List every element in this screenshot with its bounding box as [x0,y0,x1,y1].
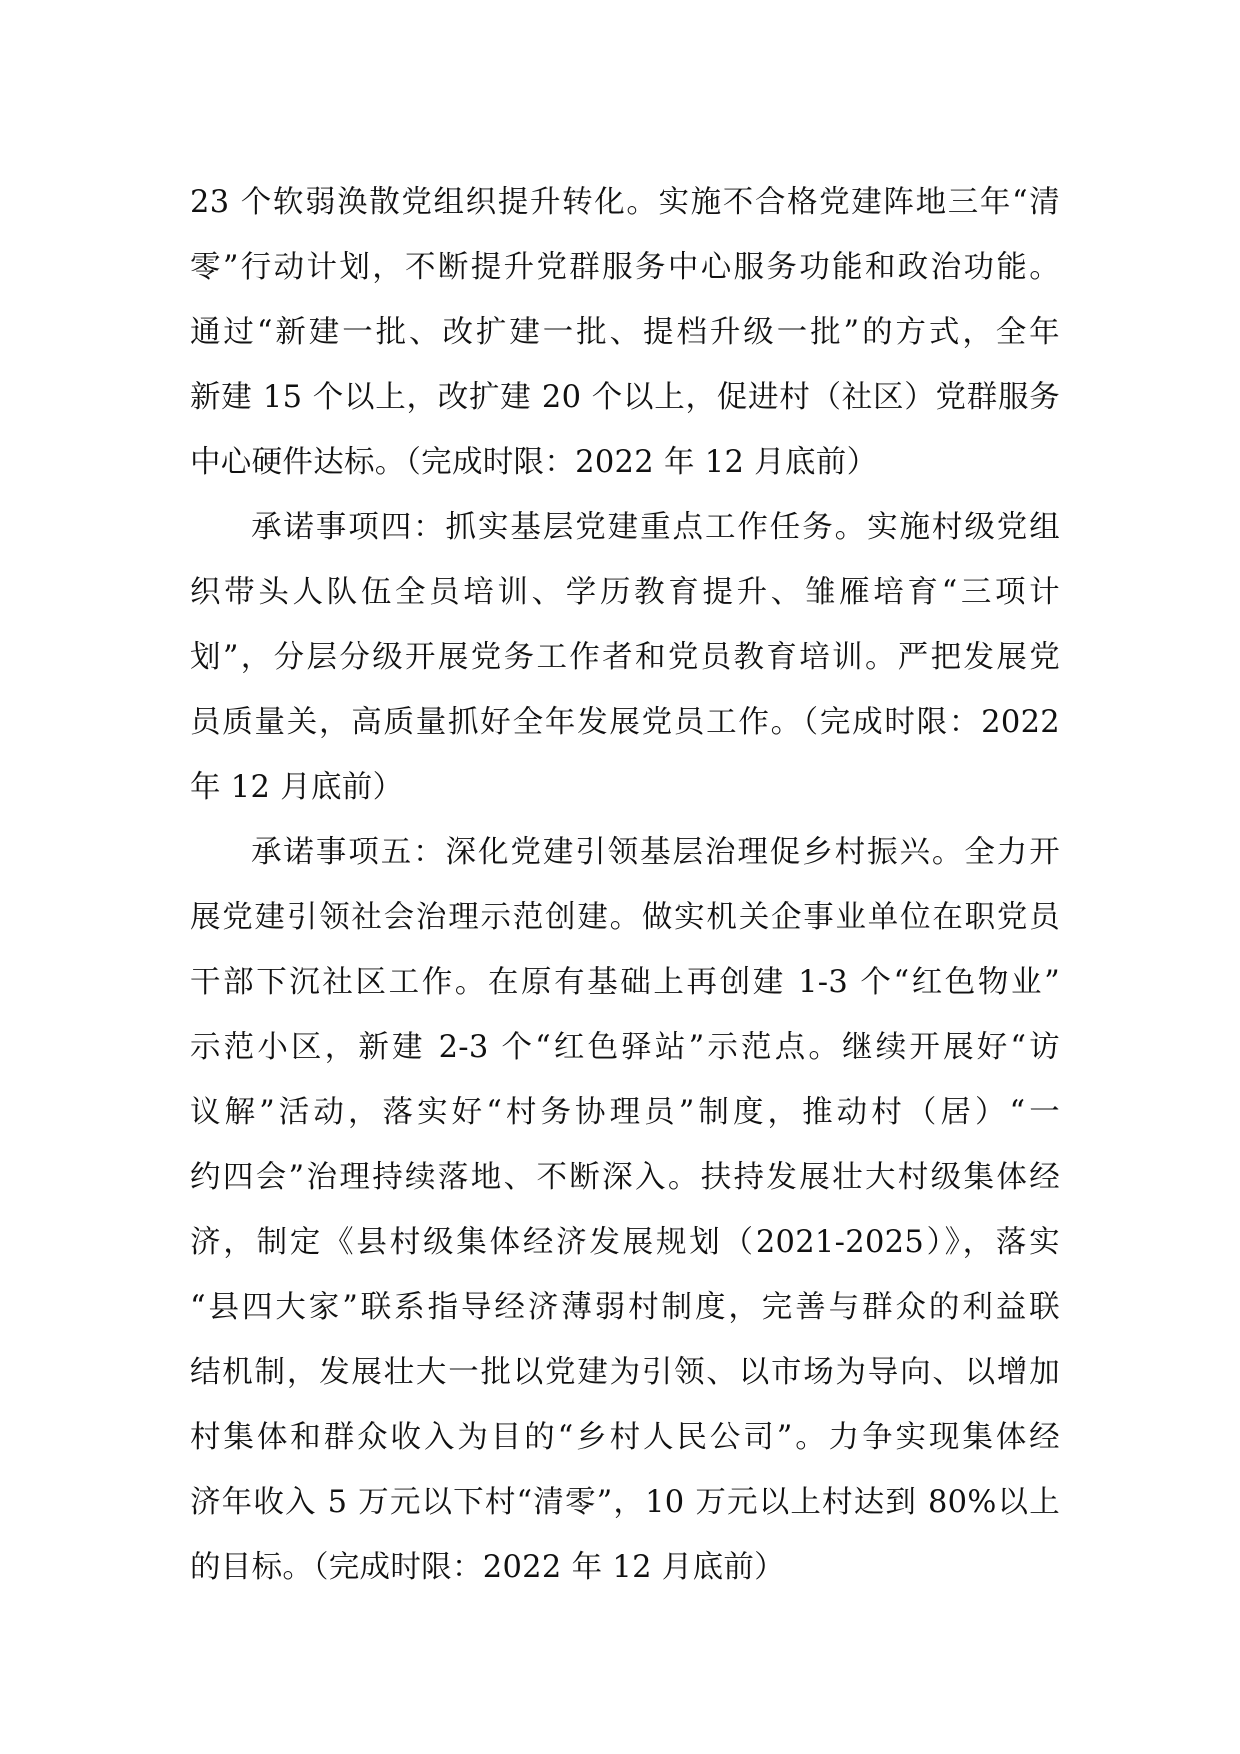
text-line: 展党建引领社会治理示范创建。做实机关企事业单位在职党员 [190,900,1060,935]
text-line: 干部下沉社区工作。在原有基础上再创建 1-3 个“红色物业” [190,965,1060,1000]
text-line: 23 个软弱涣散党组织提升转化。实施不合格党建阵地三年“清 [190,185,1060,220]
text-line: 济，制定《县村级集体经济发展规划（2021-2025）》，落实 [190,1225,1060,1260]
text-line: 零”行动计划，不断提升党群服务中心服务功能和政治功能。 [190,250,1060,285]
text-line: 济年收入 5 万元以下村“清零”，10 万元以上村达到 80%以上 [190,1485,1060,1520]
text-line: 的目标。（完成时限：2022 年 12 月底前） [190,1550,785,1585]
text-line: 示范小区，新建 2-3 个“红色驿站”示范点。继续开展好“访 [190,1030,1060,1065]
text-line: 议解”活动，落实好“村务协理员”制度，推动村（居）“一 [190,1095,1060,1130]
text-line: 划”，分层分级开展党务工作者和党员教育培训。严把发展党 [190,640,1060,675]
text-line: 中心硬件达标。（完成时限：2022 年 12 月底前） [190,445,878,480]
text-line: 年 12 月底前） [190,770,404,805]
text-line: 承诺事项四：抓实基层党建重点工作任务。实施村级党组 [251,510,1060,545]
paragraph-commitment-4 [190,495,1060,820]
text-line: 员质量关，高质量抓好全年发展党员工作。（完成时限：2022 [190,705,1060,740]
text-line: 织带头人队伍全员培训、学历教育提升、雏雁培育“三项计 [190,575,1060,610]
paragraph-commitment-5 [190,820,1060,1600]
document-body [190,170,1060,1600]
paragraph-continuation [190,170,1060,495]
text-line: 结机制，发展壮大一批以党建为引领、以市场为导向、以增加 [190,1355,1060,1390]
text-line: 通过“新建一批、改扩建一批、提档升级一批”的方式，全年 [190,315,1060,350]
text-line: 新建 15 个以上，改扩建 20 个以上，促进村（社区）党群服务 [190,380,1060,415]
text-line: “县四大家”联系指导经济薄弱村制度，完善与群众的利益联 [190,1290,1060,1325]
text-line: 约四会”治理持续落地、不断深入。扶持发展壮大村级集体经 [190,1160,1060,1195]
text-line: 村集体和群众收入为目的“乡村人民公司”。力争实现集体经 [190,1420,1060,1455]
text-line: 承诺事项五：深化党建引领基层治理促乡村振兴。全力开 [251,835,1060,870]
